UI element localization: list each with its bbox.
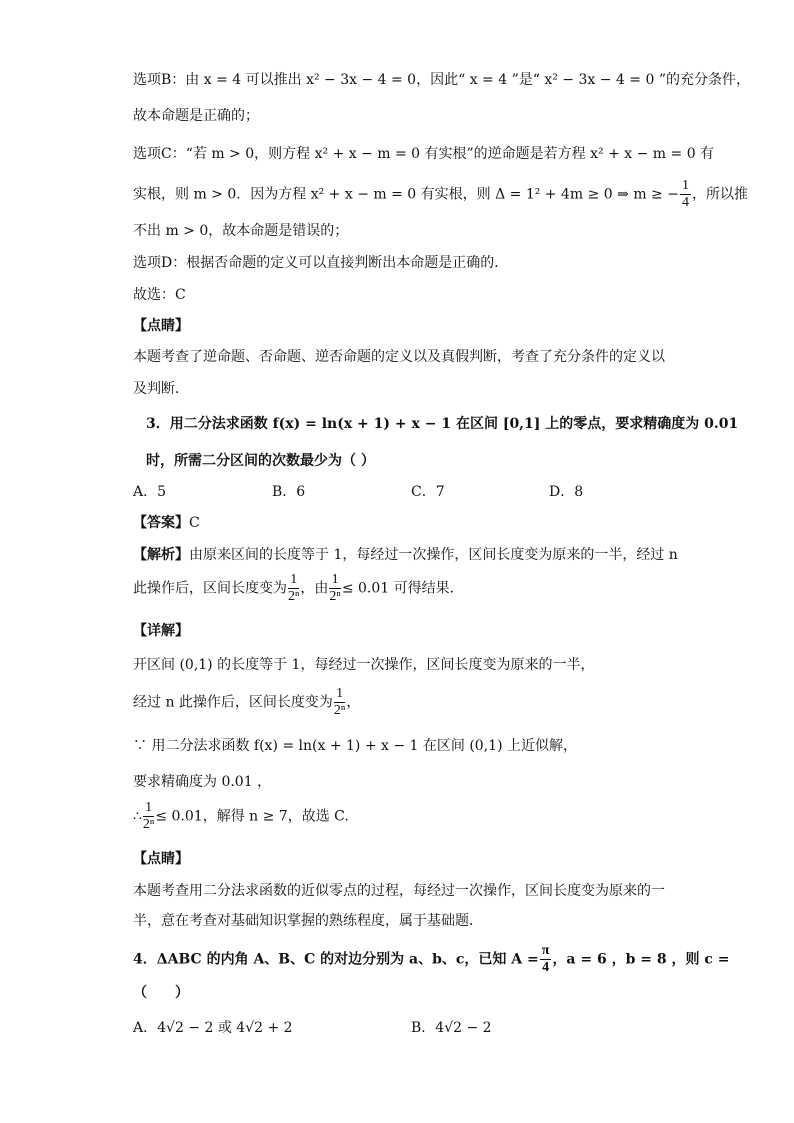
comment-text-2: 及判断． xyxy=(133,381,189,397)
fraction xyxy=(288,572,299,605)
question-4-paren: （ ） xyxy=(133,985,189,1001)
numerator: π xyxy=(541,943,550,958)
detail-line-1: 开区间 (0,1) 的长度等于 1，每经过一次操作，区间长度变为原来的一半， xyxy=(133,657,595,673)
detail-heading: 【详解】 xyxy=(133,623,189,639)
summary-line-1: 本题考查用二分法求函数的近似零点的过程，每经过一次操作，区间长度变为原来的一 xyxy=(133,883,665,899)
fraction xyxy=(329,572,340,605)
comment-heading: 【点睛】 xyxy=(133,318,189,334)
answer-line xyxy=(133,513,200,533)
detail-line-3: ∵ 用二分法求函数 f(x) = ln(x + 1) + x − 1 在区间 (0,1) 上近似解， xyxy=(133,738,577,754)
text-span: ， xyxy=(346,694,361,711)
q4-option-b: B．4√2 − 2 xyxy=(411,1020,492,1036)
fraction xyxy=(334,686,345,719)
numerator: 1 xyxy=(288,572,299,589)
fraction xyxy=(680,178,691,211)
text-span: ，所以推 xyxy=(691,186,748,203)
denominator: 4 xyxy=(542,960,550,975)
analysis-text: 由原来区间的长度等于 1，每经过一次操作，区间长度变为原来的一半，经过 n xyxy=(189,547,678,563)
denominator: 4 xyxy=(681,195,689,210)
answer-value: C xyxy=(189,515,200,531)
choice-line: 故选：C xyxy=(133,287,186,303)
analysis-tag: 【解析】 xyxy=(133,547,189,563)
q3-option-d: D．8 xyxy=(549,484,584,500)
text-span: 实根，则 m > 0．因为方程 x² + x − m = 0 有实根，则 Δ = 1² + 4m ≥ 0 ⇒ m ≥ − xyxy=(133,186,679,203)
detail-line-2 xyxy=(133,686,360,719)
analysis-line-2 xyxy=(133,572,464,605)
detail-line-5 xyxy=(133,800,349,833)
text-span: 此操作后，区间长度变为 xyxy=(133,580,287,597)
q3-option-a: A．5 xyxy=(133,484,167,500)
q3-option-b: B．6 xyxy=(272,484,306,500)
text-span: ≤ 0.01，解得 n ≥ 7，故选 C. xyxy=(155,808,349,825)
text-span: 4．ΔABC 的内角 A、B、C 的对边分别为 a、b、c，已知 A = xyxy=(133,951,539,968)
denominator: 2ⁿ xyxy=(288,589,300,604)
answer-tag: 【答案】 xyxy=(133,515,189,531)
text-span: ，a = 6 ，b = 8 ，则 c = xyxy=(552,951,730,968)
question-4-stem xyxy=(133,943,730,976)
fraction xyxy=(540,943,552,976)
numerator: 1 xyxy=(329,572,340,589)
option-c-line: 选项C：“若 m > 0，则方程 x² + x − m = 0 有实根”的逆命题是若方程 x² + x − m = 0 有 xyxy=(133,146,715,162)
comment-text: 本题考查了逆命题、否命题、逆否命题的定义以及真假判断，考查了充分条件的定义以 xyxy=(133,349,665,365)
question-3-stem: 3．用二分法求函数 f(x) = ln(x + 1) + x − 1 在区间 [0,1] 上的零点，要求精确度为 0.01 xyxy=(146,416,739,432)
fraction xyxy=(143,800,154,833)
numerator: 1 xyxy=(143,800,154,817)
denominator: 2ⁿ xyxy=(329,589,341,604)
analysis-line xyxy=(133,545,678,565)
q3-option-c: C．7 xyxy=(411,484,445,500)
text-span: ∴ xyxy=(133,808,142,825)
denominator: 2ⁿ xyxy=(142,817,155,832)
numerator: 1 xyxy=(334,686,345,703)
numerator: 1 xyxy=(681,178,689,193)
option-c-line-2 xyxy=(133,178,748,211)
summary-line-2: 半，意在考查对基础知识掌握的熟练程度，属于基础题． xyxy=(133,913,483,929)
q4-option-a: A．4√2 − 2 或 4√2 + 2 xyxy=(133,1020,293,1036)
comment-heading-2: 【点睛】 xyxy=(133,851,189,867)
question-3-stem-2: 时，所需二分区间的次数最少为（ ） xyxy=(146,453,375,469)
option-d-line: 选项D：根据否命题的定义可以直接判断出本命题是正确的． xyxy=(133,255,509,271)
option-b-line: 选项B：由 x = 4 可以推出 x² − 3x − 4 = 0，因此“ x = 4 ”是“ x² − 3x − 4 = 0 ”的充分条件， xyxy=(133,72,750,88)
denominator: 2ⁿ xyxy=(333,703,346,718)
option-b-conclusion: 故本命题是正确的； xyxy=(133,108,259,124)
text-span: 经过 n 此操作后，区间长度变为 xyxy=(133,694,333,711)
text-span: ，由 xyxy=(300,580,329,597)
option-c-conclusion: 不出 m > 0，故本命题是错误的； xyxy=(133,223,349,239)
text-span: ≤ 0.01 可得结果． xyxy=(341,580,464,597)
detail-line-4: 要求精确度为 0.01 ， xyxy=(133,774,272,790)
